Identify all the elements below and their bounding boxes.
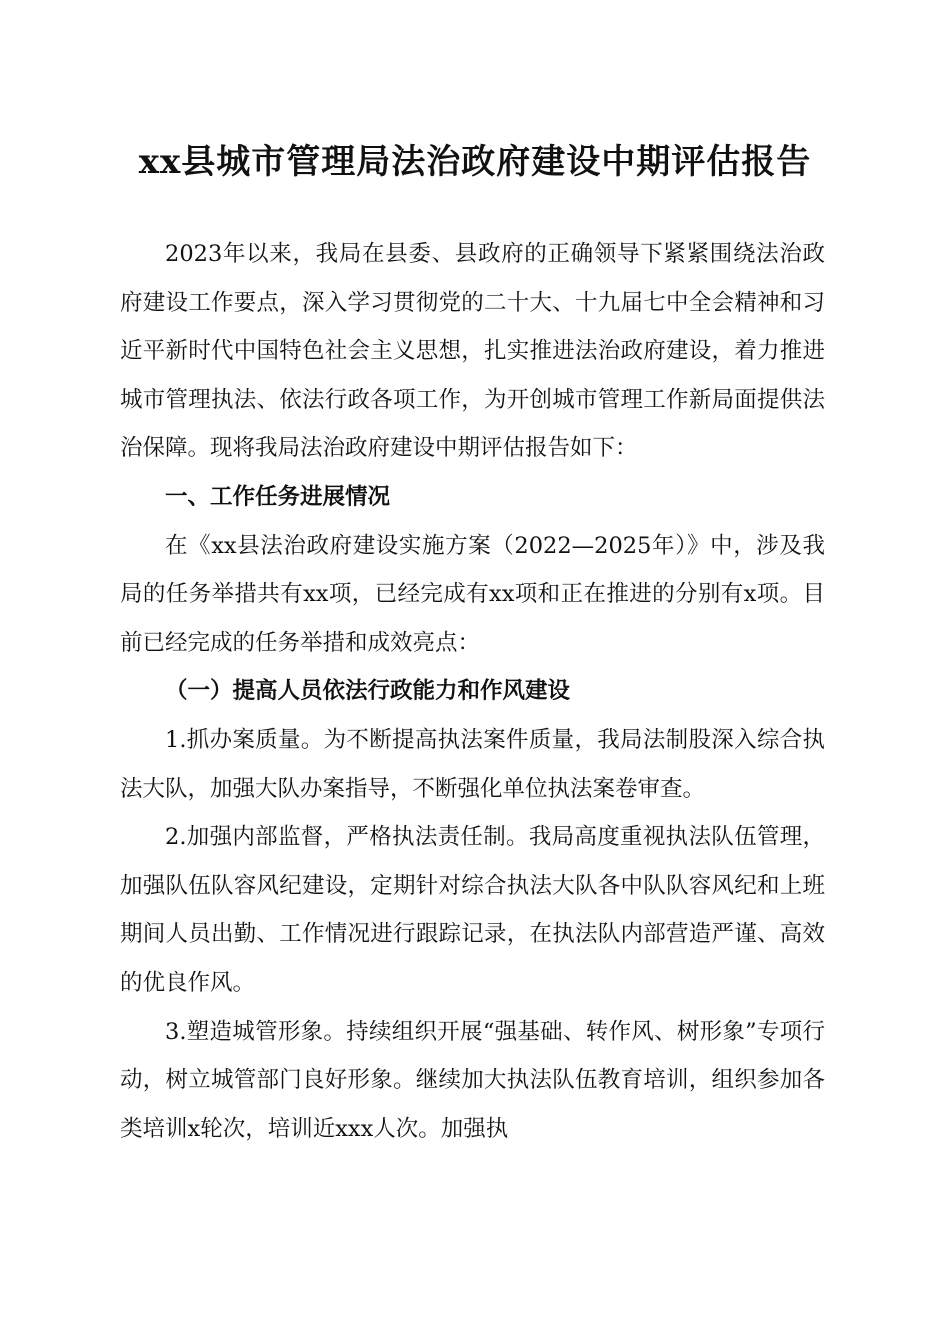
subsection-heading-1: （一）提高人员依法行政能力和作风建设 [165,678,571,705]
list-item-2: 2.加强内部监督，严格执法责任制。我局高度重视执法队伍管理，加强队伍队容风纪建设，定期针对综合执法大队各中队队容风纪和上班期间人员出勤、工作情况进行跟踪记录，在执法队内部营造严谨、高效的优良作风。 [120,824,825,996]
document-body [120,230,825,1153]
section-heading-1: 一、工作任务进展情况 [165,483,391,510]
list-item-1: 1.抓办案质量。为不断提高执法案件质量，我局法制股深入综合执法大队，加强大队办案指导，不断强化单位执法案卷审查。 [120,726,825,802]
progress-paragraph: 在《xx县法治政府建设实施方案（2022—2025年）》中，涉及我局的任务举措共有xx项，已经完成有xx项和正在推进的分别有x项。目前已经完成的任务举措和成效亮点： [120,532,825,656]
intro-paragraph: 2023年以来，我局在县委、县政府的正确领导下紧紧围绕法治政府建设工作要点，深入学习贯彻党的二十大、十九届七中全会精神和习近平新时代中国特色社会主义思想，扎实推进法治政府建设，着力推进城市管理执法、依法行政各项工作，为开创城市管理工作新局面提供法治保障。现将我局法治政府建设中期评估报告如下： [120,241,825,462]
list-item-3: 3.塑造城管形象。持续组织开展“强基础、转作风、树形象”专项行动，树立城管部门良好形象。继续加大执法队伍教育培训，组织参加各类培训x轮次，培训近xxx人次。加强执 [120,1018,825,1142]
document-title: xx县城市管理局法治政府建设中期评估报告 [138,142,812,182]
